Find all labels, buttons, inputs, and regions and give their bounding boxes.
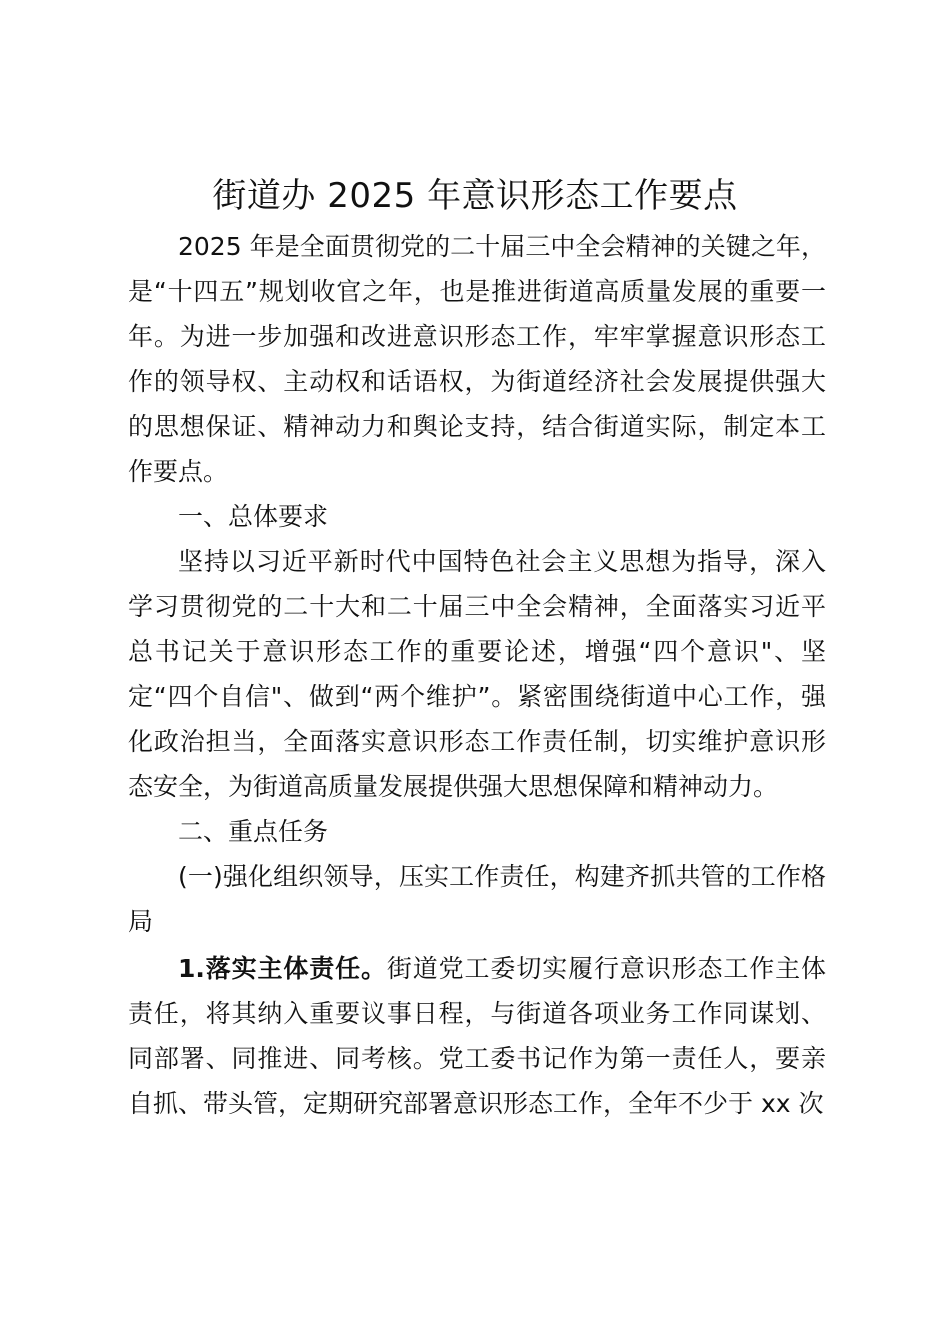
- general-requirements-paragraph: 坚持以习近平新时代中国特色社会主义思想为指导，深入学习贯彻党的二十大和二十届三中全会精神，全面落实习近平总书记关于意识形态工作的重要论述，增强“四个意识"、坚定“四个自信"、做到“两个维护”。紧密围绕街道中心工作，强化政治担当，全面落实意识形态工作责任制，切实维护意识形态安全，为街道高质量发展提供强大思想保障和精神动力。: [128, 547, 826, 801]
- intro-paragraph: 2025 年是全面贯彻党的二十届三中全会精神的关键之年，是“十四五”规划收官之年，也是推进街道高质量发展的重要一年。为进一步加强和改进意识形态工作，牢牢掌握意识形态工作的领导权、主动权和话语权，为街道经济社会发展提供强大的思想保证、精神动力和舆论支持，结合街道实际，制定本工作要点。: [128, 232, 826, 486]
- document-title: 街道办 2025 年意识形态工作要点: [212, 176, 738, 216]
- subsection-heading-organization: (一)强化组织领导，压实工作责任，构建齐抓共管的工作格局: [128, 862, 826, 936]
- item-paragraph-main-responsibility: [128, 946, 826, 1126]
- section-heading-general-requirements: 一、总体要求: [178, 502, 329, 531]
- item-lead-text: 1.落实主体责任。: [178, 954, 387, 983]
- document-body: [128, 224, 826, 1126]
- item-body-text: 街道党工委切实履行意识形态工作主体责任，将其纳入重要议事日程，与街道各项业务工作同谋划、同部署、同推进、同考核。党工委书记作为第一责任人，要亲自抓、带头管，定期研究部署意识形态工作，全年不少于 xx 次: [128, 954, 826, 1118]
- section-heading-key-tasks: 二、重点任务: [178, 817, 329, 846]
